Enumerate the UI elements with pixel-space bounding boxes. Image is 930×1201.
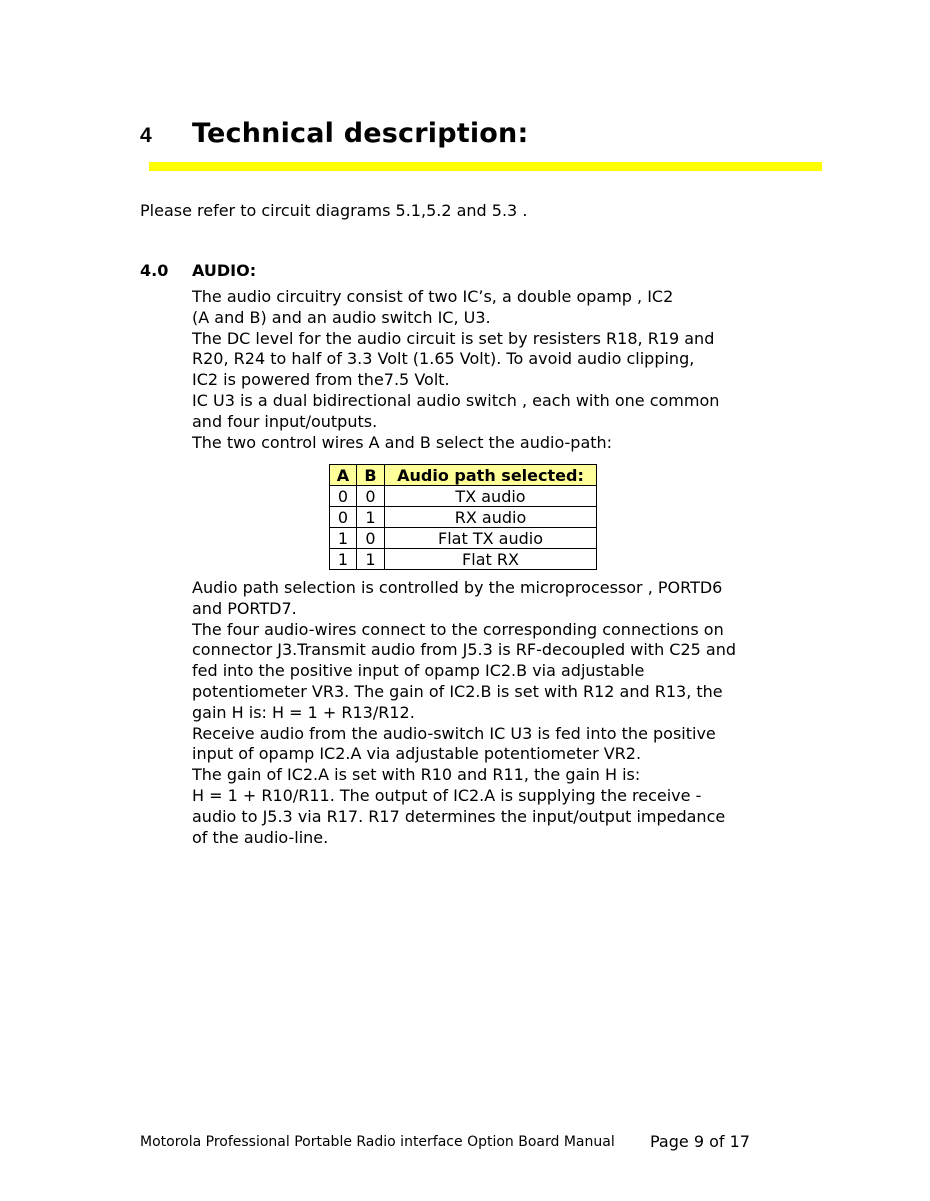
cell-a: 1 — [330, 549, 357, 570]
text-line: IC2 is powered from the7.5 Volt. — [192, 370, 450, 390]
cell-path: Flat TX audio — [385, 528, 597, 549]
paragraph-1 — [192, 287, 719, 453]
text-line: The gain of IC2.A is set with R10 and R11, the gain H is: — [192, 765, 641, 785]
cell-a: 0 — [330, 507, 357, 528]
paragraph-2 — [192, 578, 736, 848]
text-line: fed into the positive input of opamp IC2.B via adjustable — [192, 661, 645, 681]
footer-manual-title: Motorola Professional Portable Radio interface Option Board Manual — [140, 1134, 615, 1150]
table-header-row — [330, 465, 597, 486]
text-line: Audio path selection is controlled by the microprocessor , PORTD6 — [192, 578, 723, 597]
text-line: of the audio-line. — [192, 827, 329, 847]
text-line: connector J3.Transmit audio from J5.3 is RF-decoupled with C25 and — [192, 640, 737, 660]
text-line: The DC level for the audio circuit is set by resisters R18, R19 and — [192, 328, 715, 348]
heading-underline — [149, 162, 822, 171]
text-line: The four audio-wires connect to the corresponding connections on — [192, 619, 724, 639]
page-number: Page 9 of 17 — [650, 1132, 750, 1151]
cell-a: 1 — [330, 528, 357, 549]
table-row — [330, 486, 597, 507]
cell-path: RX audio — [385, 507, 597, 528]
cell-a: 0 — [330, 486, 357, 507]
cell-b: 1 — [357, 507, 385, 528]
cell-path: Flat RX — [385, 549, 597, 570]
cell-b: 0 — [357, 486, 385, 507]
text-line: R20, R24 to half of 3.3 Volt (1.65 Volt). To avoid audio clipping, — [192, 349, 695, 369]
chapter-title: Technical description: — [192, 118, 529, 149]
table-row — [330, 528, 597, 549]
cell-b: 1 — [357, 549, 385, 570]
text-line: potentiometer VR3. The gain of IC2.B is set with R12 and R13, the — [192, 681, 723, 701]
text-line: gain H is: H = 1 + R13/R12. — [192, 702, 415, 722]
text-line: input of opamp IC2.A via adjustable potentiometer VR2. — [192, 744, 642, 764]
text-line: Receive audio from the audio-switch IC U3 is fed into the positive — [192, 723, 716, 743]
text-line: and PORTD7. — [192, 598, 297, 618]
header-b: B — [357, 465, 385, 486]
section-number: 4.0 — [140, 261, 169, 280]
audio-path-table — [329, 464, 597, 570]
text-line: The two control wires A and B select the audio-path: — [192, 432, 613, 452]
intro-text: Please refer to circuit diagrams 5.1,5.2 and 5.3 . — [140, 201, 528, 220]
chapter-number: 4 — [140, 124, 152, 147]
table-row — [330, 507, 597, 528]
text-line: The audio circuitry consist of two IC’s, a double opamp , IC2 — [192, 287, 674, 306]
table-row — [330, 549, 597, 570]
section-title: AUDIO: — [192, 261, 257, 280]
header-audio-path: Audio path selected: — [385, 465, 597, 486]
text-line: (A and B) and an audio switch IC, U3. — [192, 307, 491, 327]
cell-path: TX audio — [385, 486, 597, 507]
text-line: and four input/outputs. — [192, 411, 378, 431]
header-a: A — [330, 465, 357, 486]
text-line: IC U3 is a dual bidirectional audio switch , each with one common — [192, 390, 720, 410]
cell-b: 0 — [357, 528, 385, 549]
text-line: audio to J5.3 via R17. R17 determines the input/output impedance — [192, 806, 726, 826]
text-line: H = 1 + R10/R11. The output of IC2.A is supplying the receive - — [192, 785, 702, 805]
